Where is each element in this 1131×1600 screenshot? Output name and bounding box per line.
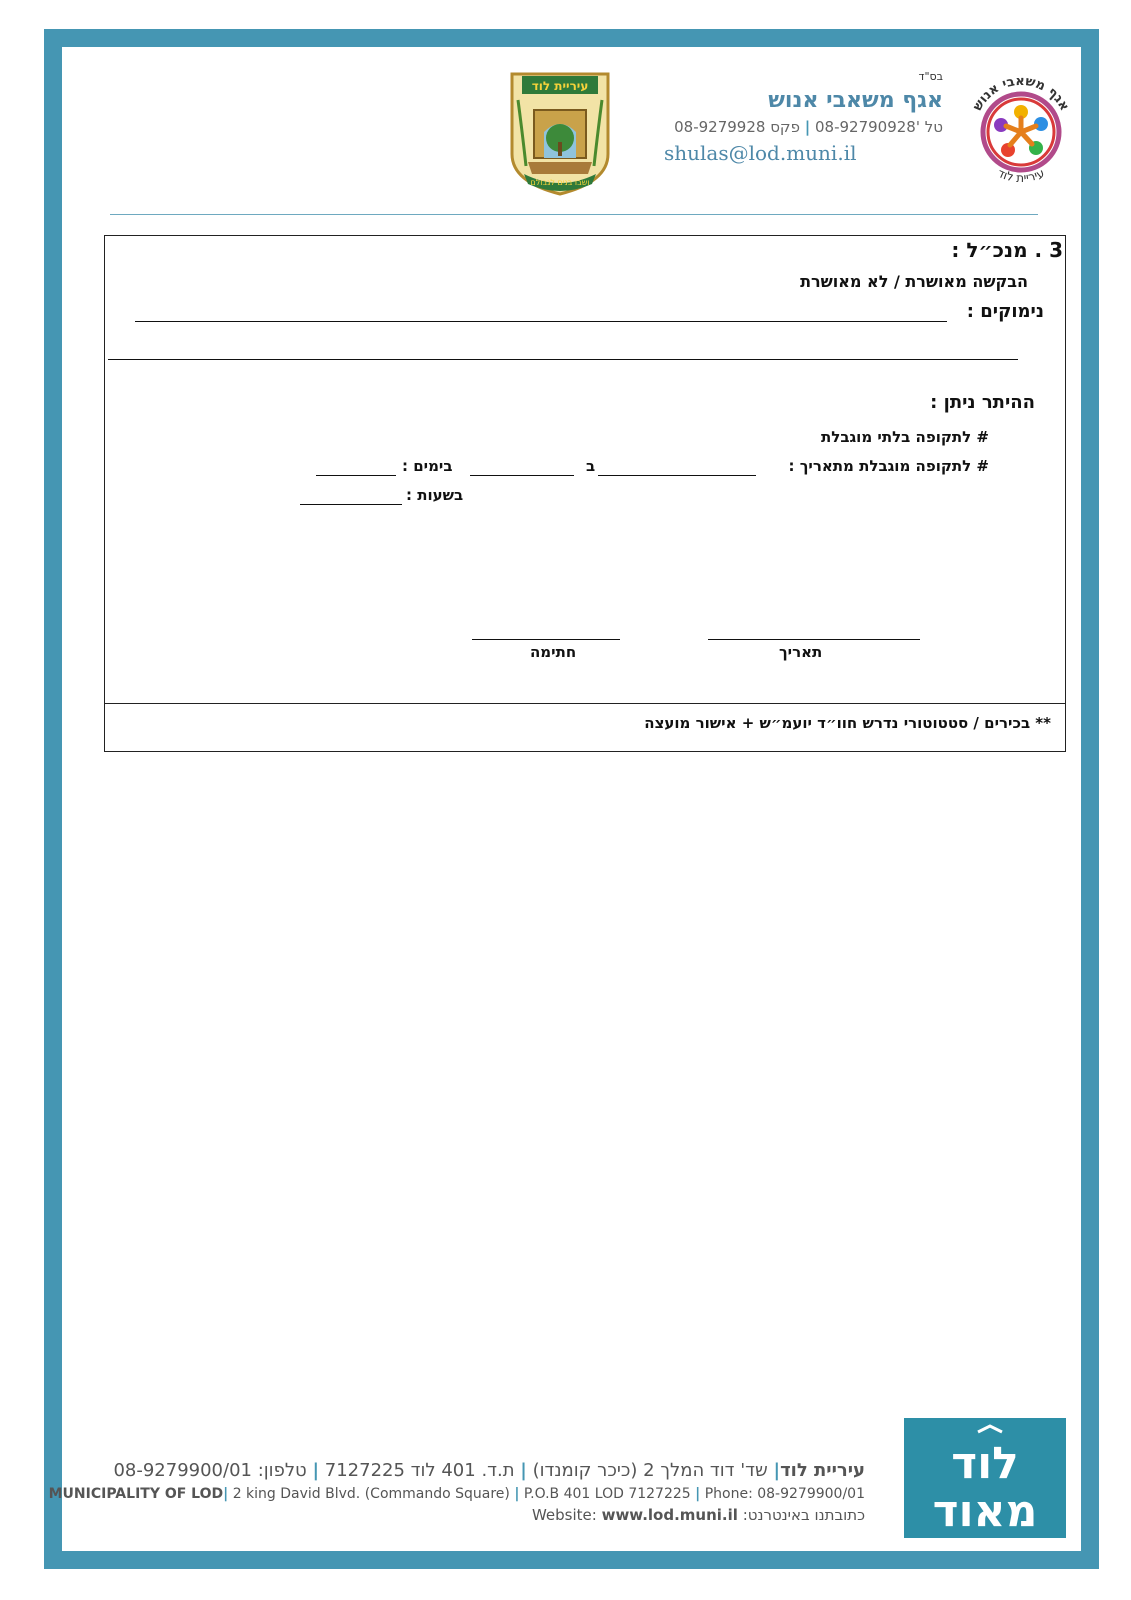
phone-separator: | (804, 118, 811, 136)
header-divider (110, 214, 1038, 215)
lod-meod-logo-text (904, 1418, 905, 1419)
until-date-line[interactable] (470, 475, 574, 476)
board-approval-note: ** בכירים / סטטוטורי נדרש חוו״ד יועמ״ש + אישור מועצה (644, 714, 1051, 732)
website-label-he: כתובתנו באינטרנט: (742, 1506, 865, 1524)
footer-hebrew-address (113, 1460, 865, 1481)
reasons-line-2[interactable] (108, 359, 1018, 360)
until-label: ב (586, 457, 596, 475)
footer-sep: | (773, 1460, 781, 1481)
permit-title: ההיתר ניתן : (930, 392, 1035, 413)
website-link[interactable]: www.lod.muni.il (601, 1506, 738, 1524)
days-label: בימים : (402, 457, 453, 475)
lod-meod-logo-mark (904, 1418, 1066, 1538)
footer-english-address (49, 1486, 865, 1502)
date-line[interactable] (708, 639, 920, 640)
hours-label: בשעות : (406, 486, 464, 504)
hr-department-logo (962, 68, 1080, 196)
fax-number: פקס 08-9279928 (674, 118, 800, 136)
option-unlimited: # לתקופה בלתי מוגבלת (821, 428, 989, 446)
footer-sep: | (695, 1486, 701, 1502)
footer-website (532, 1506, 865, 1524)
contact-email[interactable]: shulas@lod.muni.il (664, 141, 857, 165)
hours-line[interactable] (300, 504, 402, 505)
footer-pob-en: P.O.B 401 LOD 7127225 (523, 1486, 691, 1502)
option-limited: # לתקופה מוגבלת מתאריך : (788, 457, 989, 475)
footer-municipality-en: MUNICIPALITY OF LOD (48, 1486, 224, 1502)
phone-number: טל '08-92790928 (814, 118, 943, 136)
note-divider (104, 703, 1066, 704)
website-prefix: Website: (531, 1506, 597, 1524)
contact-phones (674, 118, 943, 136)
reasons-line-1[interactable] (135, 321, 947, 322)
days-line[interactable] (316, 475, 396, 476)
section-title: 3 . מנכ״ל : (951, 238, 1063, 262)
footer-sep: | (223, 1486, 229, 1502)
signature-label: חתימה (530, 643, 577, 661)
from-date-line[interactable] (598, 475, 756, 476)
emblem-title: עיריית לוד (531, 79, 589, 93)
date-label: תאריך (779, 643, 823, 661)
emblem-motto: ושבו בנים לגבולם (530, 178, 590, 187)
hr-logo-top-text: אגף משאבי אנוש (970, 73, 1072, 114)
footer-sep: | (520, 1460, 527, 1481)
footer-pob-he: ת.ד. 401 לוד 7127225 (324, 1460, 515, 1481)
signature-line[interactable] (472, 639, 620, 640)
reasons-label: נימוקים : (966, 301, 1044, 322)
logo-word-lod: לוד (951, 1438, 1019, 1489)
footer-street: שד' דוד המלך 2 (כיכר קומנדו) (532, 1460, 768, 1481)
hr-logo-bottom-text: עיריית לוד (995, 165, 1047, 186)
lod-city-emblem (508, 70, 612, 196)
footer-phone-he: טלפון: 08-9279900/01 (113, 1460, 307, 1481)
approval-line: הבקשה מאושרת / לא מאושרת (800, 272, 1028, 291)
bsd-mark: בס"ד (918, 70, 943, 83)
footer-street-en: 2 king David Blvd. (Commando Square) (232, 1486, 510, 1502)
logo-word-meod: מאוד (932, 1486, 1038, 1537)
footer-sep: | (514, 1486, 520, 1502)
footer-sep: | (312, 1460, 320, 1481)
footer-city-name: עיריית לוד (780, 1460, 865, 1481)
lod-meod-logo (904, 1418, 1066, 1538)
department-title: אגף משאבי אנוש (768, 88, 943, 113)
form-box (104, 235, 1066, 752)
footer-phone-en: Phone: 08-9279900/01 (704, 1486, 865, 1502)
